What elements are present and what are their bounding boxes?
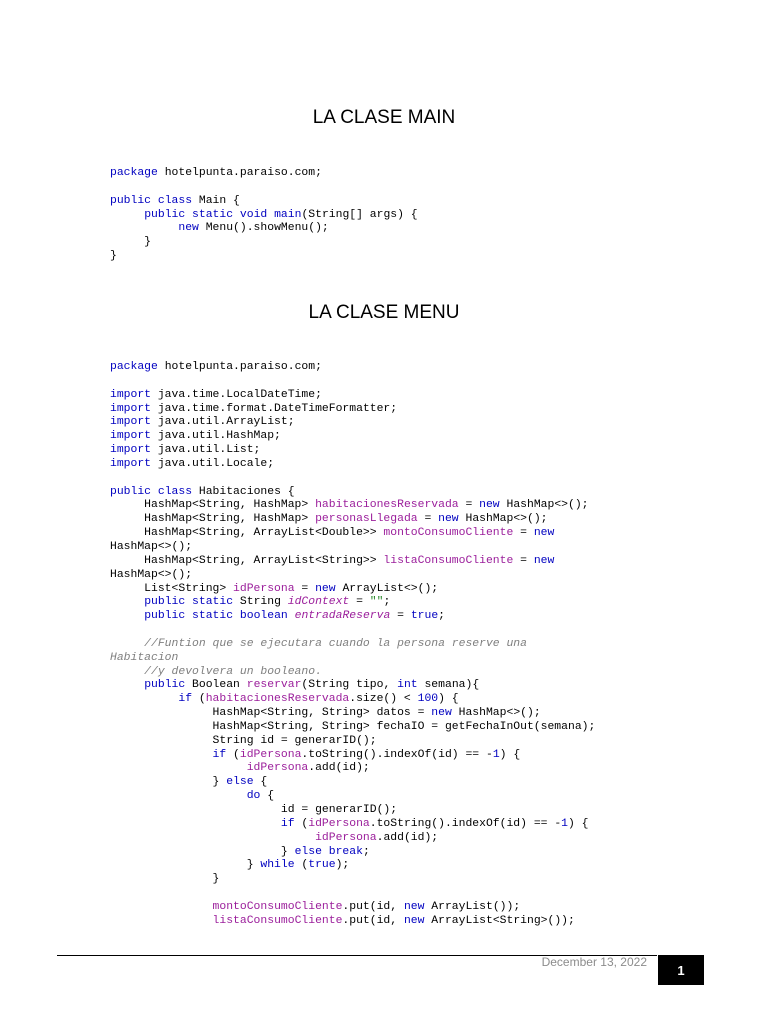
code-line: if (habitacionesReservada.size() < 100) { bbox=[178, 693, 459, 706]
code-line bbox=[110, 624, 595, 638]
code-line: public class Habitaciones { bbox=[110, 485, 295, 498]
code-line: import java.time.LocalDateTime; bbox=[110, 388, 322, 401]
footer-date: December 13, 2022 bbox=[541, 955, 647, 969]
code-line: import java.time.format.DateTimeFormatter; bbox=[110, 402, 398, 415]
code-block-menu bbox=[110, 361, 595, 929]
code-line: String id = generarID(); bbox=[110, 734, 377, 747]
code-line: do { bbox=[246, 790, 275, 803]
code-line: //Funtion que se ejecutara cuando la persona reserve una bbox=[110, 637, 527, 650]
code-line: HashMap<String, ArrayList<Double>> montoConsumoCliente = new bbox=[110, 527, 555, 540]
code-line: HashMap<String, String> datos = new HashMap<>(); bbox=[110, 707, 541, 720]
code-line: import java.util.Locale; bbox=[110, 457, 275, 470]
code-line: //y devolvera un booleano. bbox=[110, 665, 322, 678]
code-line: if (idPersona.toString().indexOf(id) == -1) { bbox=[212, 748, 521, 761]
code-line: new Menu().showMenu(); bbox=[178, 222, 329, 235]
code-line: idPersona.add(id); bbox=[246, 762, 370, 775]
section-title-menu: LA CLASE MENU bbox=[308, 302, 460, 323]
code-line: import java.util.ArrayList; bbox=[110, 416, 295, 429]
code-line: public static String idContext = ""; bbox=[144, 596, 391, 609]
code-line: } while (true); bbox=[110, 859, 350, 872]
code-line: public Boolean reservar(String tipo, int semana){ bbox=[144, 679, 480, 692]
code-line: public class Main { bbox=[110, 194, 240, 207]
page-number: 1 bbox=[658, 955, 704, 985]
code-line: public static void main(String[] args) { bbox=[144, 208, 418, 221]
code-line: HashMap<>(); bbox=[110, 540, 193, 553]
code-line: idPersona.add(id); bbox=[315, 831, 439, 844]
code-line: import java.util.HashMap; bbox=[110, 430, 281, 443]
code-line: } else break; bbox=[110, 845, 370, 858]
code-line: HashMap<String, String> fechaIO = getFechaInOut(semana); bbox=[110, 720, 596, 733]
code-line: package hotelpunta.paraiso.com; bbox=[110, 361, 322, 373]
code-line bbox=[110, 472, 595, 486]
code-line bbox=[110, 181, 418, 195]
code-line: } bbox=[110, 250, 117, 263]
code-line: montoConsumoCliente.put(id, new ArrayList()); bbox=[212, 900, 521, 913]
code-line: id = generarID(); bbox=[110, 804, 398, 816]
code-line bbox=[110, 375, 595, 389]
code-line: } bbox=[110, 236, 152, 249]
code-line: listaConsumoCliente.put(id, new ArrayList<String>()); bbox=[212, 914, 575, 927]
code-line: import java.util.List; bbox=[110, 444, 261, 457]
code-line: HashMap<String, ArrayList<String>> listaConsumoCliente = new bbox=[110, 554, 555, 567]
code-line: if (idPersona.toString().indexOf(id) == -1) { bbox=[280, 817, 589, 830]
code-line bbox=[110, 887, 595, 901]
code-line: public static boolean entradaReserva = true; bbox=[144, 610, 446, 623]
code-line: Habitacion bbox=[110, 651, 179, 664]
code-line: package hotelpunta.paraiso.com; bbox=[110, 167, 322, 179]
section-title-main: LA CLASE MAIN bbox=[312, 107, 456, 128]
code-line: HashMap<String, HashMap> habitacionesReservada = new HashMap<>(); bbox=[110, 499, 589, 512]
code-line: HashMap<String, HashMap> personasLlegada = new HashMap<>(); bbox=[110, 513, 548, 526]
code-line: } bbox=[110, 873, 220, 886]
code-line: } else { bbox=[110, 776, 268, 789]
code-line: HashMap<>(); bbox=[110, 568, 193, 581]
code-block-main bbox=[110, 167, 418, 264]
code-line: List<String> idPersona = new ArrayList<>(); bbox=[110, 582, 439, 595]
